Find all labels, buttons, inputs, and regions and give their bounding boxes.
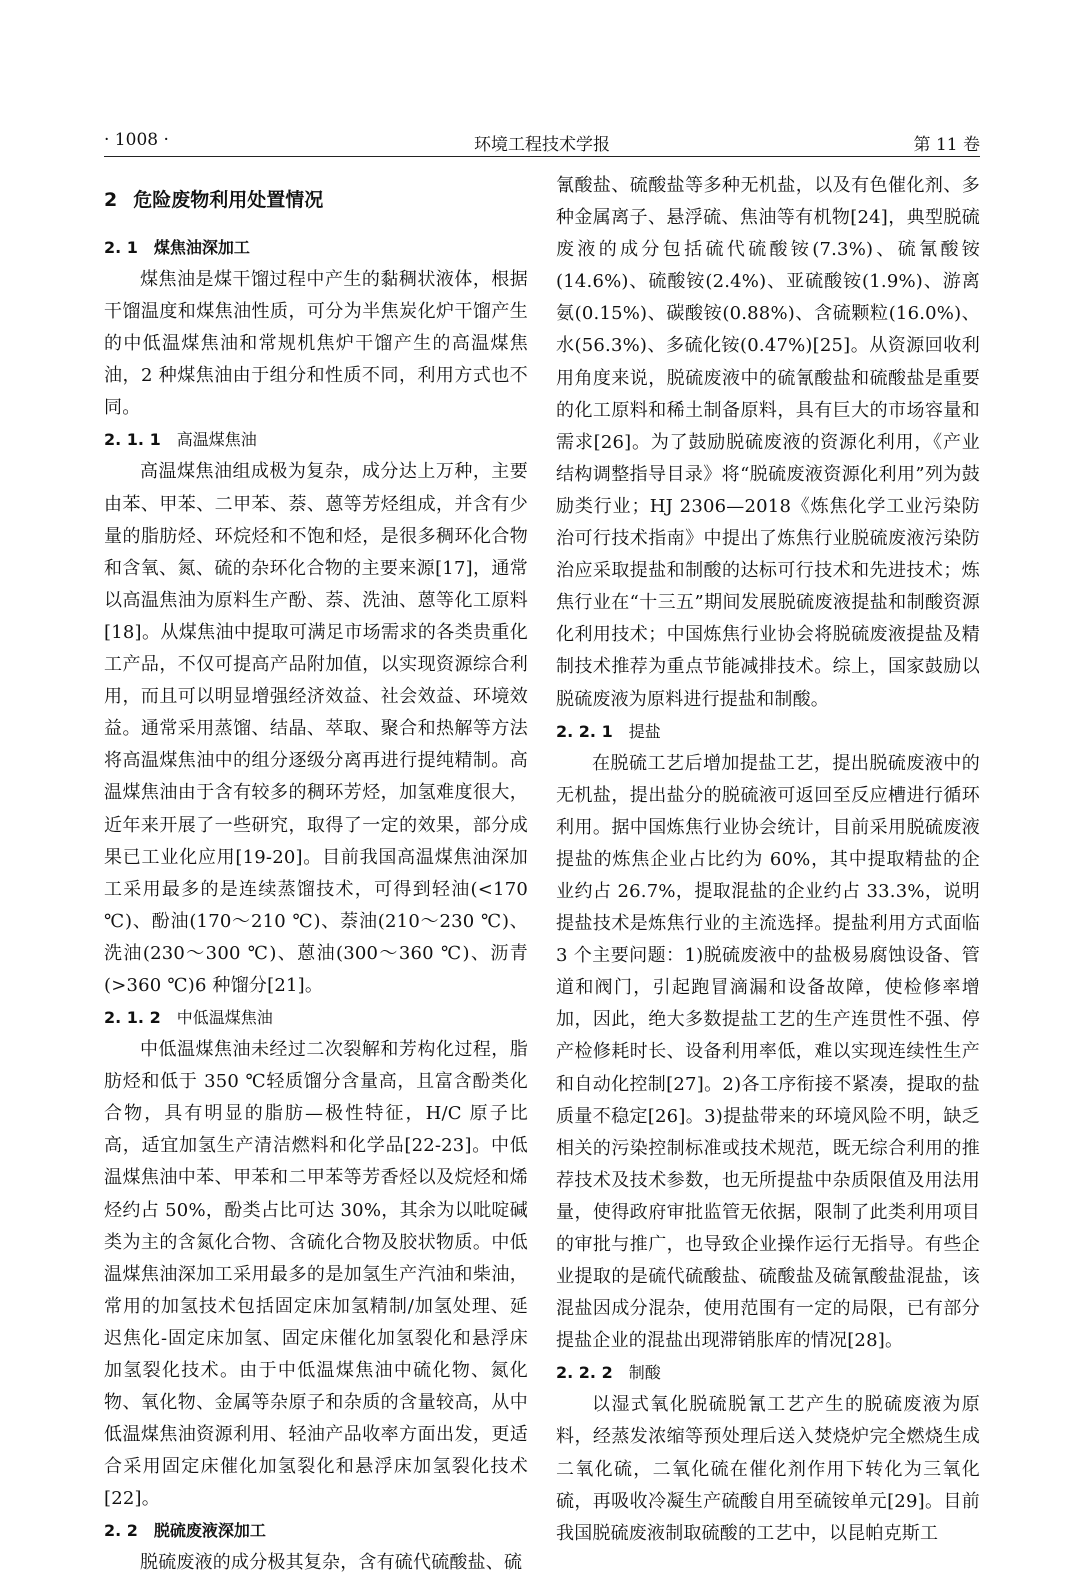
paragraph-2-2-1: 在脱硫工艺后增加提盐工艺，提出脱硫废液中的无机盐，提出盐分的脱硫液可返回至反应槽进行循环利用。据中国炼焦行业协会统计，目前采用脱硫废液提盐的炼焦企业占比约为 60%，其中提取精盐的企业约占 26.7%，提取混盐的企业约占 33.3%，说明提盐技术是炼焦行业的主流选择。提盐利用方式面临 3 个主要问题：1)脱硫废液中的盐极易腐蚀设备、管道和阀门，引起跑冒滴漏和设备故障，使检修率增加，因此，绝大多数提盐工艺的生产连贯性不强、停产检修耗时长、设备利用率低，难以实现连续性生产和自动化控制[27]。2)各工序衔接不紧凑，提取的盐质量不稳定[26]。3)提盐带来的环境风险不明，缺乏相关的污染控制标准或技术规范，既无综合利用的推荐技术及技术参数，也无所提盐中杂质限值及用法用量，使得政府审批监管无依据，限制了此类利用项目的审批与推广，也导致企业操作运行无指导。有些企业提取的是硫代硫酸盐、硫酸盐及硫氰酸盐混盐，该混盐因成分混杂，使用范围有一定的局限，已有部分提盐企业的混盐出现滞销胀库的情况[28]。 xyxy=(556,752,980,1352)
section-2-2-1-heading: 2. 2. 1 提盐 xyxy=(556,721,661,741)
page-number: · 1008 · xyxy=(104,130,169,150)
right-column xyxy=(556,170,980,1550)
paragraph-2-2-continued: 氰酸盐、硫酸盐等多种无机盐，以及有色催化剂、多种金属离子、悬浮硫、焦油等有机物[24]，典型脱硫废液的成分包括硫代硫酸铵(7.3%)、硫氰酸铵(14.6%)、硫酸铵(2.4%)、亚硫酸铵(1.9%)、游离氨(0.15%)、碳酸铵(0.88%)、含硫颗粒(16.0%)、水(56.3%)、多硫化铵(0.47%)[25]。从资源回收利用角度来说，脱硫废液中的硫氰酸盐和硫酸盐是重要的化工原料和稀土制备原料，具有巨大的市场容量和需求[26]。为了鼓励脱硫废液的资源化利用，《产业结构调整指导目录》将“脱硫废液资源化利用”列为鼓励类行业；HJ 2306—2018《炼焦化学工业污染防治可行技术指南》中提出了炼焦行业脱硫废液污染防治应采取提盐和制酸的达标可行技术和先进技术；炼焦行业在“十三五”期间发展脱硫废液提盐和制酸资源化利用技术；中国炼焦行业协会将脱硫废液提盐及精制技术推荐为重点节能减排技术。综上，国家鼓励以脱硫废液为原料进行提盐和制酸。 xyxy=(556,175,980,710)
paragraph-2-2-2: 以湿式氧化脱硫脱氰工艺产生的脱硫废液为原料，经蒸发浓缩等预处理后送入焚烧炉完全燃烧生成二氧化硫，二氧化硫在催化剂作用下转化为三氧化硫，再吸收冷凝生产硫酸自用至硫铵单元[29]。目前我国脱硫废液制取硫酸的工艺中，以昆帕克斯工 xyxy=(556,1394,980,1544)
paragraph-2-2-start: 脱硫废液的成分极其复杂，含有硫代硫酸盐、硫 xyxy=(140,1552,523,1574)
left-column xyxy=(104,184,528,1580)
paragraph-2-1-1: 高温煤焦油组成极为复杂，成分达上万种，主要由苯、甲苯、二甲苯、萘、蒽等芳烃组成，并含有少量的脂肪烃、环烷烃和不饱和烃，是很多稠环化合物和含氧、氮、硫的杂环化合物的主要来源[17]，通常以高温焦油为原料生产酚、萘、洗油、蒽等化工原料[18]。从煤焦油中提取可满足市场需求的各类贵重化工产品，不仅可提高产品附加值，以实现资源综合利用，而且可以明显增强经济效益、社会效益、环境效益。通常采用蒸馏、结晶、萃取、聚合和热解等方法将高温煤焦油中的组分逐级分离再进行提纯精制。高温煤焦油由于含有较多的稠环芳烃，加氢难度很大，近年来开展了一些研究，取得了一定的效果，部分成果已工业化应用[19-20]。目前我国高温煤焦油深加工采用最多的是连续蒸馏技术，可得到轻油(<170 ℃)、酚油(170～210 ℃)、萘油(210～230 ℃)、洗油(230～300 ℃)、蒽油(300～360 ℃)、沥青(>360 ℃)6 种馏分[21]。 xyxy=(104,461,528,996)
section-2-heading: 2 危险废物利用处置情况 xyxy=(104,189,324,211)
paragraph-2-1-2: 中低温煤焦油未经过二次裂解和芳构化过程，脂肪烃和低于 350 ℃轻质馏分含量高，且富含酚类化合物，具有明显的脂肪—极性特征，H/C 原子比高，适宜加氢生产清洁燃料和化学品[22-23]。中低温煤焦油中苯、甲苯和二甲苯等芳香烃以及烷烃和烯烃约占 50%，酚类占比可达 30%，其余为以吡啶碱类为主的含氮化合物、含硫化合物及胶状物质。中低温煤焦油深加工采用最多的是加氢生产汽油和柴油，常用的加氢技术包括固定床加氢精制/加氢处理、延迟焦化-固定床加氢、固定床催化加氢裂化和悬浮床加氢裂化技术。由于中低温煤焦油中硫化物、氮化物、氧化物、金属等杂原子和杂质的含量较高，从中低温煤焦油资源利用、轻油产品收率方面出发，更适合采用固定床催化加氢裂化和悬浮床加氢裂化技术[22]。 xyxy=(104,1039,528,1510)
running-header xyxy=(104,130,980,156)
header-rule xyxy=(104,156,980,157)
section-2-1-2-heading: 2. 1. 2 中低温煤焦油 xyxy=(104,1008,273,1028)
journal-title: 环境工程技术学报 xyxy=(474,135,610,155)
section-2-2-heading: 2. 2 脱硫废液深加工 xyxy=(104,1521,266,1541)
volume-label: 第 11 卷 xyxy=(913,135,980,155)
section-2-2-2-heading: 2. 2. 2 制酸 xyxy=(556,1363,661,1383)
paragraph-2-1: 煤焦油是煤干馏过程中产生的黏稠状液体，根据干馏温度和煤焦油性质，可分为半焦炭化炉干馏产生的中低温煤焦油和常规机焦炉干馏产生的高温煤焦油，2 种煤焦油由于组分和性质不同，利用方式也不同。 xyxy=(104,269,528,419)
section-2-1-heading: 2. 1 煤焦油深加工 xyxy=(104,238,250,257)
section-2-1-1-heading: 2. 1. 1 高温煤焦油 xyxy=(104,430,257,450)
